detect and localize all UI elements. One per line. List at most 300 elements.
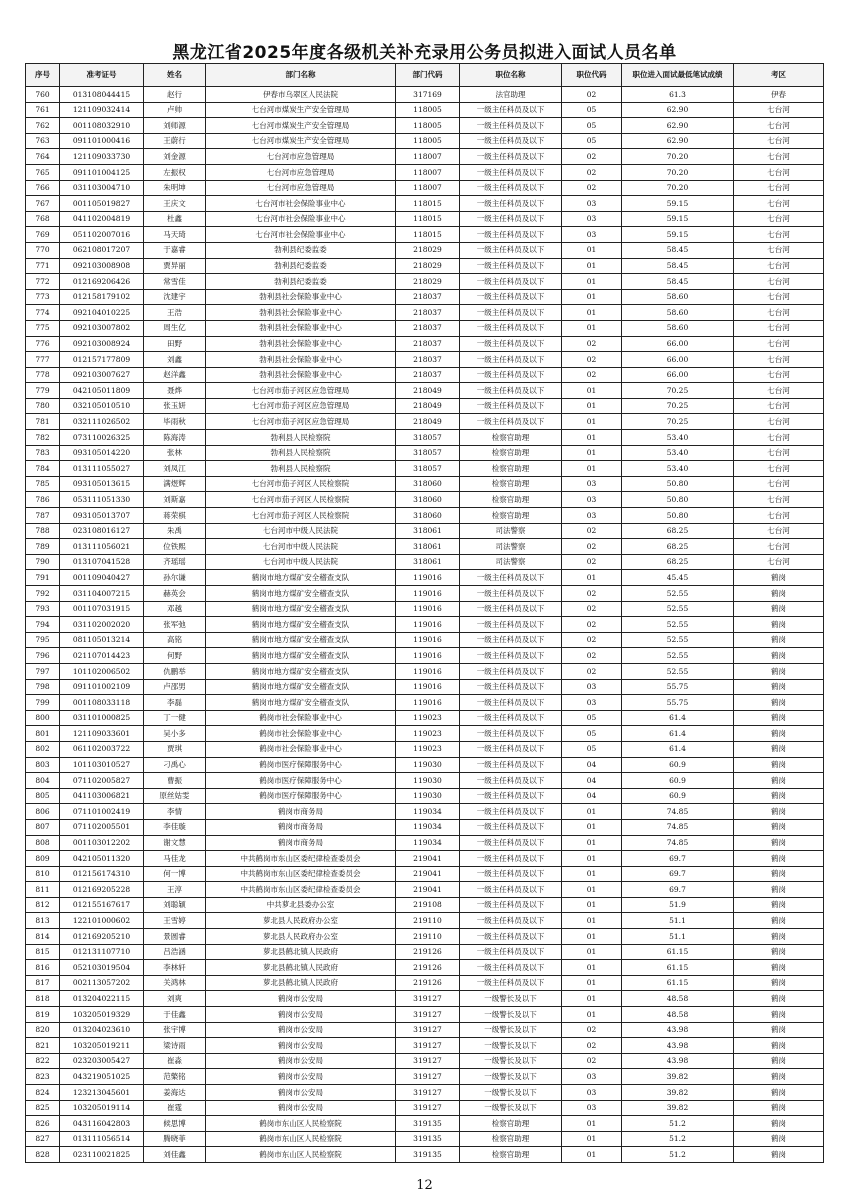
cell-position-code: 02 — [562, 164, 622, 180]
cell-name: 毕雨秋 — [144, 414, 206, 430]
cell-exam-id: 023110021825 — [60, 1147, 144, 1163]
cell-min-score: 59.15 — [622, 196, 734, 212]
cell-department-code: 219110 — [396, 913, 460, 929]
cell-department-code: 319127 — [396, 1053, 460, 1069]
cell-exam-id: 012156174310 — [60, 866, 144, 882]
cell-position: 一级主任科员及以下 — [460, 819, 562, 835]
cell-department: 中共萝北县委办公室 — [206, 897, 396, 913]
table-row — [26, 1100, 824, 1116]
cell-exam-area: 鹤岗 — [734, 819, 824, 835]
cell-exam-area: 七台河 — [734, 352, 824, 368]
cell-position-code: 02 — [562, 1038, 622, 1054]
header-name: 姓名 — [144, 64, 206, 87]
cell-seq: 761 — [26, 102, 60, 118]
cell-name: 张军弛 — [144, 617, 206, 633]
table-row — [26, 804, 824, 820]
cell-department-code: 119030 — [396, 773, 460, 789]
cell-exam-id: 121109032414 — [60, 102, 144, 118]
cell-seq: 826 — [26, 1116, 60, 1132]
cell-exam-id: 062108017207 — [60, 242, 144, 258]
cell-name: 沈建宇 — [144, 289, 206, 305]
cell-name: 刘爽 — [144, 991, 206, 1007]
cell-min-score: 68.25 — [622, 554, 734, 570]
cell-name: 原丝姑雯 — [144, 788, 206, 804]
cell-department: 七台河市中级人民法院 — [206, 523, 396, 539]
cell-department: 中共鹤岗市东山区委纪律检查委员会 — [206, 866, 396, 882]
cell-exam-area: 鹤岗 — [734, 617, 824, 633]
cell-position-code: 03 — [562, 695, 622, 711]
cell-department: 勃利县人民检察院 — [206, 445, 396, 461]
cell-department: 七台河市煤炭生产安全管理局 — [206, 133, 396, 149]
cell-name: 王浩 — [144, 305, 206, 321]
page-number: 12 — [416, 1178, 433, 1193]
cell-position-code: 01 — [562, 383, 622, 399]
cell-position-code: 03 — [562, 211, 622, 227]
cell-department: 七台河市茄子河区应急管理局 — [206, 383, 396, 399]
table-row — [26, 1116, 824, 1132]
cell-position-code: 01 — [562, 851, 622, 867]
cell-seq: 775 — [26, 320, 60, 336]
cell-position-code: 02 — [562, 336, 622, 352]
cell-name: 刘佳鑫 — [144, 1147, 206, 1163]
table-row — [26, 1147, 824, 1163]
cell-min-score: 59.15 — [622, 211, 734, 227]
cell-department: 鹤岗市社会保险事业中心 — [206, 726, 396, 742]
cell-department: 鹤岗市医疗保障服务中心 — [206, 773, 396, 789]
table-row — [26, 835, 824, 851]
table-row — [26, 741, 824, 757]
cell-seq: 764 — [26, 149, 60, 165]
cell-department: 萝北县人民政府办公室 — [206, 913, 396, 929]
cell-position: 一级主任科员及以下 — [460, 679, 562, 695]
cell-position: 一级主任科员及以下 — [460, 586, 562, 602]
cell-min-score: 39.82 — [622, 1100, 734, 1116]
cell-exam-id: 091101000416 — [60, 133, 144, 149]
cell-exam-id: 071102005827 — [60, 773, 144, 789]
cell-seq: 822 — [26, 1053, 60, 1069]
table-row — [26, 414, 824, 430]
table-row — [26, 445, 824, 461]
cell-exam-area: 伊春 — [734, 87, 824, 103]
cell-position-code: 04 — [562, 788, 622, 804]
cell-position-code: 05 — [562, 710, 622, 726]
cell-exam-area: 七台河 — [734, 461, 824, 477]
cell-name: 王庆文 — [144, 196, 206, 212]
cell-position: 检察官助理 — [460, 1147, 562, 1163]
cell-exam-area: 鹤岗 — [734, 648, 824, 664]
cell-seq: 774 — [26, 305, 60, 321]
cell-exam-id: 041102004819 — [60, 211, 144, 227]
cell-position-code: 02 — [562, 367, 622, 383]
cell-exam-area: 七台河 — [734, 445, 824, 461]
cell-position: 一级主任科员及以下 — [460, 570, 562, 586]
cell-position-code: 01 — [562, 975, 622, 991]
cell-exam-id: 031103004710 — [60, 180, 144, 196]
cell-position-code: 04 — [562, 773, 622, 789]
cell-min-score: 66.00 — [622, 352, 734, 368]
cell-exam-area: 七台河 — [734, 554, 824, 570]
cell-department: 七台河市应急管理局 — [206, 164, 396, 180]
cell-seq: 778 — [26, 367, 60, 383]
cell-department-code: 118007 — [396, 164, 460, 180]
cell-min-score: 70.25 — [622, 398, 734, 414]
cell-min-score: 51.1 — [622, 913, 734, 929]
cell-seq: 811 — [26, 882, 60, 898]
cell-seq: 812 — [26, 897, 60, 913]
table-row — [26, 242, 824, 258]
cell-exam-id: 013111056514 — [60, 1131, 144, 1147]
header-position-code: 职位代码 — [562, 64, 622, 87]
cell-position: 一级主任科员及以下 — [460, 913, 562, 929]
cell-name: 李情 — [144, 804, 206, 820]
table-row — [26, 492, 824, 508]
cell-department: 伊春市乌翠区人民法院 — [206, 87, 396, 103]
cell-exam-id: 013111056021 — [60, 539, 144, 555]
table-row — [26, 289, 824, 305]
cell-exam-id: 092103008924 — [60, 336, 144, 352]
cell-department-code: 218037 — [396, 289, 460, 305]
cell-department-code: 318057 — [396, 461, 460, 477]
cell-department: 七台河市煤炭生产安全管理局 — [206, 118, 396, 134]
cell-department: 鹤岗市东山区人民检察院 — [206, 1131, 396, 1147]
cell-name: 王雪婷 — [144, 913, 206, 929]
header-seq: 序号 — [26, 64, 60, 87]
cell-department-code: 318057 — [396, 445, 460, 461]
cell-seq: 824 — [26, 1085, 60, 1101]
cell-min-score: 59.15 — [622, 227, 734, 243]
cell-department: 萝北县人民政府办公室 — [206, 929, 396, 945]
cell-position: 一级主任科员及以下 — [460, 242, 562, 258]
cell-exam-area: 七台河 — [734, 398, 824, 414]
cell-exam-id: 092103007802 — [60, 320, 144, 336]
cell-position: 检察官助理 — [460, 508, 562, 524]
cell-min-score: 69.7 — [622, 882, 734, 898]
cell-department: 萝北县鹤北镇人民政府 — [206, 960, 396, 976]
cell-min-score: 66.00 — [622, 336, 734, 352]
cell-department-code: 317169 — [396, 87, 460, 103]
cell-position: 司法警察 — [460, 554, 562, 570]
cell-name: 范檠铭 — [144, 1069, 206, 1085]
cell-exam-id: 041103006821 — [60, 788, 144, 804]
cell-department-code: 319135 — [396, 1147, 460, 1163]
cell-position-code: 02 — [562, 554, 622, 570]
cell-seq: 819 — [26, 1007, 60, 1023]
cell-position: 一级主任科员及以下 — [460, 601, 562, 617]
table-row — [26, 211, 824, 227]
cell-seq: 767 — [26, 196, 60, 212]
cell-position: 一级警长及以下 — [460, 1053, 562, 1069]
cell-position-code: 02 — [562, 180, 622, 196]
cell-name: 刘斯嘉 — [144, 492, 206, 508]
cell-seq: 817 — [26, 975, 60, 991]
cell-department-code: 319135 — [396, 1116, 460, 1132]
cell-department-code: 218049 — [396, 414, 460, 430]
cell-exam-area: 鹤岗 — [734, 1038, 824, 1054]
cell-name: 卢邵男 — [144, 679, 206, 695]
cell-department-code: 219126 — [396, 975, 460, 991]
cell-exam-area: 七台河 — [734, 414, 824, 430]
cell-seq: 827 — [26, 1131, 60, 1147]
cell-department-code: 119030 — [396, 788, 460, 804]
cell-position: 一级主任科员及以下 — [460, 289, 562, 305]
cell-seq: 801 — [26, 726, 60, 742]
table-row — [26, 367, 824, 383]
cell-exam-area: 鹤岗 — [734, 851, 824, 867]
cell-exam-id: 012158179102 — [60, 289, 144, 305]
cell-department: 鹤岗市公安局 — [206, 1085, 396, 1101]
table-row — [26, 87, 824, 103]
cell-position-code: 01 — [562, 835, 622, 851]
cell-exam-area: 鹤岗 — [734, 663, 824, 679]
cell-min-score: 74.85 — [622, 819, 734, 835]
cell-position: 一级警长及以下 — [460, 1085, 562, 1101]
cell-department-code: 119023 — [396, 710, 460, 726]
cell-department: 七台河市社会保险事业中心 — [206, 196, 396, 212]
cell-department-code: 318061 — [396, 539, 460, 555]
table-row — [26, 258, 824, 274]
cell-min-score: 62.90 — [622, 102, 734, 118]
cell-position: 法官助理 — [460, 87, 562, 103]
table-row — [26, 305, 824, 321]
cell-exam-id: 042105011809 — [60, 383, 144, 399]
cell-position: 一级主任科员及以下 — [460, 211, 562, 227]
cell-department-code: 218029 — [396, 274, 460, 290]
table-row — [26, 398, 824, 414]
cell-department: 勃利县社会保险事业中心 — [206, 352, 396, 368]
cell-name: 李林轩 — [144, 960, 206, 976]
cell-exam-area: 鹤岗 — [734, 1022, 824, 1038]
cell-exam-area: 七台河 — [734, 164, 824, 180]
cell-position: 一级主任科员及以下 — [460, 835, 562, 851]
cell-position-code: 05 — [562, 118, 622, 134]
cell-name: 杜鑫 — [144, 211, 206, 227]
cell-exam-id: 023108016127 — [60, 523, 144, 539]
cell-exam-id: 032111026502 — [60, 414, 144, 430]
cell-position-code: 02 — [562, 149, 622, 165]
cell-seq: 809 — [26, 851, 60, 867]
table-row — [26, 648, 824, 664]
cell-exam-id: 001108032910 — [60, 118, 144, 134]
cell-exam-area: 七台河 — [734, 180, 824, 196]
cell-name: 何野 — [144, 648, 206, 664]
cell-department: 七台河市社会保险事业中心 — [206, 227, 396, 243]
cell-exam-area: 七台河 — [734, 196, 824, 212]
cell-exam-id: 013107041528 — [60, 554, 144, 570]
cell-min-score: 61.4 — [622, 741, 734, 757]
cell-position: 一级主任科员及以下 — [460, 149, 562, 165]
cell-exam-id: 071101002419 — [60, 804, 144, 820]
cell-name: 王淳 — [144, 882, 206, 898]
cell-name: 高铭 — [144, 632, 206, 648]
table-row — [26, 383, 824, 399]
cell-exam-area: 七台河 — [734, 539, 824, 555]
table-row — [26, 960, 824, 976]
cell-name: 崔霆 — [144, 1100, 206, 1116]
cell-name: 陈海涛 — [144, 430, 206, 446]
cell-exam-area: 七台河 — [734, 289, 824, 305]
cell-name: 吴小多 — [144, 726, 206, 742]
cell-position: 一级主任科员及以下 — [460, 617, 562, 633]
cell-department-code: 318061 — [396, 523, 460, 539]
table-row — [26, 929, 824, 945]
cell-min-score: 70.25 — [622, 383, 734, 399]
table-row — [26, 601, 824, 617]
cell-exam-area: 鹤岗 — [734, 632, 824, 648]
cell-min-score: 52.55 — [622, 601, 734, 617]
cell-department-code: 219126 — [396, 944, 460, 960]
cell-department-code: 318060 — [396, 492, 460, 508]
cell-position: 一级主任科员及以下 — [460, 773, 562, 789]
cell-position-code: 01 — [562, 804, 622, 820]
cell-exam-id: 021107014423 — [60, 648, 144, 664]
candidate-table — [25, 63, 824, 1163]
cell-position: 一级主任科员及以下 — [460, 851, 562, 867]
cell-exam-id: 031102002020 — [60, 617, 144, 633]
cell-exam-id: 093105014220 — [60, 445, 144, 461]
cell-exam-area: 鹤岗 — [734, 1007, 824, 1023]
cell-department: 鹤岗市医疗保障服务中心 — [206, 757, 396, 773]
cell-seq: 779 — [26, 383, 60, 399]
cell-position: 一级主任科员及以下 — [460, 133, 562, 149]
cell-exam-area: 鹤岗 — [734, 1053, 824, 1069]
cell-exam-area: 七台河 — [734, 523, 824, 539]
table-row — [26, 149, 824, 165]
cell-seq: 813 — [26, 913, 60, 929]
cell-exam-area: 七台河 — [734, 258, 824, 274]
cell-position: 一级主任科员及以下 — [460, 227, 562, 243]
cell-position-code: 01 — [562, 1007, 622, 1023]
cell-exam-area: 鹤岗 — [734, 570, 824, 586]
cell-min-score: 70.20 — [622, 180, 734, 196]
cell-exam-area: 鹤岗 — [734, 866, 824, 882]
cell-min-score: 51.2 — [622, 1131, 734, 1147]
cell-exam-id: 122101000602 — [60, 913, 144, 929]
cell-seq: 804 — [26, 773, 60, 789]
cell-department-code: 118007 — [396, 180, 460, 196]
cell-department: 鹤岗市地方煤矿安全稽查支队 — [206, 695, 396, 711]
cell-exam-id: 101103010527 — [60, 757, 144, 773]
table-row — [26, 196, 824, 212]
cell-min-score: 58.60 — [622, 289, 734, 305]
table-row — [26, 508, 824, 524]
cell-department: 七台河市应急管理局 — [206, 180, 396, 196]
cell-name: 位铁熙 — [144, 539, 206, 555]
table-row — [26, 788, 824, 804]
table-row — [26, 164, 824, 180]
cell-exam-id: 012169206426 — [60, 274, 144, 290]
table-row — [26, 180, 824, 196]
cell-department-code: 119016 — [396, 601, 460, 617]
cell-position-code: 01 — [562, 430, 622, 446]
cell-position-code: 01 — [562, 1131, 622, 1147]
cell-exam-area: 鹤岗 — [734, 773, 824, 789]
table-row — [26, 1053, 824, 1069]
cell-position-code: 02 — [562, 87, 622, 103]
cell-min-score: 43.98 — [622, 1053, 734, 1069]
cell-exam-id: 001107031915 — [60, 601, 144, 617]
cell-department: 勃利县纪委监委 — [206, 242, 396, 258]
cell-department: 鹤岗市公安局 — [206, 1007, 396, 1023]
cell-exam-area: 鹤岗 — [734, 897, 824, 913]
cell-department: 鹤岗市地方煤矿安全稽查支队 — [206, 648, 396, 664]
cell-min-score: 70.20 — [622, 149, 734, 165]
cell-name: 赵行 — [144, 87, 206, 103]
cell-seq: 816 — [26, 960, 60, 976]
cell-exam-id: 001103012202 — [60, 835, 144, 851]
cell-department: 勃利县社会保险事业中心 — [206, 320, 396, 336]
cell-name: 于佳鑫 — [144, 1007, 206, 1023]
cell-position-code: 03 — [562, 476, 622, 492]
cell-department: 勃利县社会保险事业中心 — [206, 336, 396, 352]
table-row — [26, 352, 824, 368]
cell-department-code: 119034 — [396, 835, 460, 851]
cell-position: 一级主任科员及以下 — [460, 944, 562, 960]
cell-seq: 762 — [26, 118, 60, 134]
cell-name: 梁诗雨 — [144, 1038, 206, 1054]
document-title: 黑龙江省2025年度各级机关补充录用公务员拟进入面试人员名单 — [172, 43, 677, 63]
cell-name: 刘鑫 — [144, 352, 206, 368]
cell-department-code: 319127 — [396, 991, 460, 1007]
cell-exam-area: 鹤岗 — [734, 991, 824, 1007]
cell-seq: 820 — [26, 1022, 60, 1038]
cell-department: 鹤岗市公安局 — [206, 1053, 396, 1069]
cell-department-code: 318060 — [396, 508, 460, 524]
cell-position-code: 01 — [562, 242, 622, 258]
cell-name: 刁禹心 — [144, 757, 206, 773]
cell-exam-area: 七台河 — [734, 242, 824, 258]
cell-name: 张玉妍 — [144, 398, 206, 414]
cell-exam-area: 鹤岗 — [734, 944, 824, 960]
cell-position-code: 05 — [562, 726, 622, 742]
cell-exam-id: 071102005501 — [60, 819, 144, 835]
cell-min-score: 51.9 — [622, 897, 734, 913]
cell-min-score: 45.45 — [622, 570, 734, 586]
cell-min-score: 48.58 — [622, 991, 734, 1007]
cell-exam-id: 001109040427 — [60, 570, 144, 586]
cell-position: 一级警长及以下 — [460, 991, 562, 1007]
table-row — [26, 1007, 824, 1023]
cell-position-code: 02 — [562, 523, 622, 539]
cell-name: 谢文慧 — [144, 835, 206, 851]
table-row — [26, 1069, 824, 1085]
cell-position-code: 01 — [562, 305, 622, 321]
cell-seq: 828 — [26, 1147, 60, 1163]
cell-name: 腾晓菲 — [144, 1131, 206, 1147]
cell-department-code: 318060 — [396, 476, 460, 492]
cell-exam-id: 101102006502 — [60, 663, 144, 679]
cell-min-score: 68.25 — [622, 539, 734, 555]
cell-position-code: 02 — [562, 648, 622, 664]
cell-seq: 788 — [26, 523, 60, 539]
cell-position: 一级主任科员及以下 — [460, 695, 562, 711]
cell-department-code: 218037 — [396, 336, 460, 352]
table-row — [26, 882, 824, 898]
cell-min-score: 55.75 — [622, 679, 734, 695]
cell-seq: 780 — [26, 398, 60, 414]
cell-name: 何一博 — [144, 866, 206, 882]
table-row — [26, 570, 824, 586]
cell-position-code: 01 — [562, 819, 622, 835]
cell-min-score: 70.20 — [622, 164, 734, 180]
cell-min-score: 58.60 — [622, 305, 734, 321]
cell-position: 一级主任科员及以下 — [460, 102, 562, 118]
cell-seq: 777 — [26, 352, 60, 368]
table-row — [26, 663, 824, 679]
cell-position: 一级主任科员及以下 — [460, 196, 562, 212]
cell-position: 一级主任科员及以下 — [460, 960, 562, 976]
cell-position: 一级主任科员及以下 — [460, 367, 562, 383]
cell-department: 萝北县鹤北镇人民政府 — [206, 975, 396, 991]
